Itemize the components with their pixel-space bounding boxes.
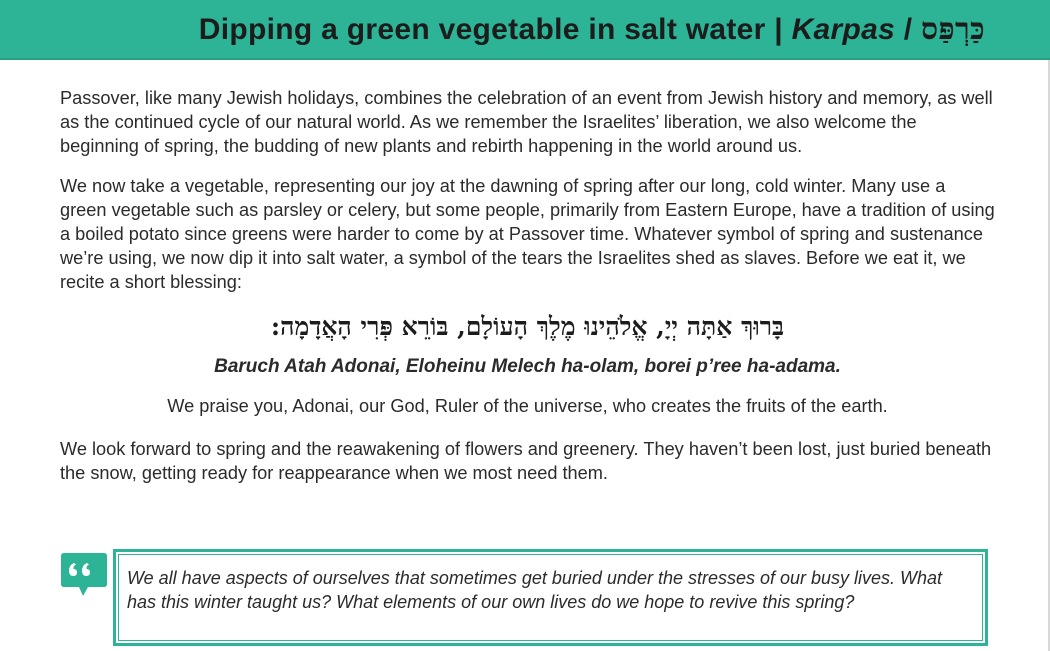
title-main: Dipping a green vegetable in salt water | [198,13,792,46]
page-header [0,0,1050,60]
page-title [199,10,985,50]
blessing-hebrew: בָּרוּךְ אַתָּה יְיָ, אֱלֹהֵינוּ מֶלֶךְ הָעוֹלָם, בּוֹרֵא פְּרִי הָאֲדָמָה: [270,312,785,341]
reflection-box [113,549,988,646]
quote-bubble-icon [60,551,108,599]
title-hebrew: כַּרְפַּס [921,12,985,47]
reflection-box-inner [118,554,983,641]
blessing-transliteration: Baruch Atah Adonai, Eloheinu Melech ha-olam, borei p’ree ha-adama. [214,356,841,377]
intro-paragraph: Passover, like many Jewish holidays, combines the celebration of an event from Jewish history and memory, as well as the continued cycle of our natural world. As we remember the Israelites’ liberation, we also welcome the beginning of spring, the budding of new plants and rebirth happening in the world around us. [60,88,993,156]
reflection-text: We all have aspects of ourselves that sometimes get buried under the stresses of our busy lives. What has this winter taught us? What elements of our own lives do we hope to revive this spring? [127,568,943,612]
closing-paragraph: We look forward to spring and the reawakening of flowers and greenery. They haven’t been lost, just buried beneath the snow, getting ready for reappearance when we most need them. [60,439,992,483]
blessing-english: We praise you, Adonai, our God, Ruler of the universe, who creates the fruits of the earth. [167,396,888,416]
title-separator: / [895,13,922,46]
title-karpas: Karpas [791,13,896,46]
main-content [60,86,995,501]
vegetable-paragraph: We now take a vegetable, representing our joy at the dawning of spring after our long, cold winter. Many use a green vegetable such as parsley or celery, but some people, primarily from Eastern Europe, have a tradition of using a boiled potato since greens were harder to come by at Passover time. Whatever symbol of spring and sustenance we’re using, we now dip it into salt water, a symbol of the tears the Israelites shed as slaves. Before we eat it, we recite a short blessing: [60,176,995,292]
